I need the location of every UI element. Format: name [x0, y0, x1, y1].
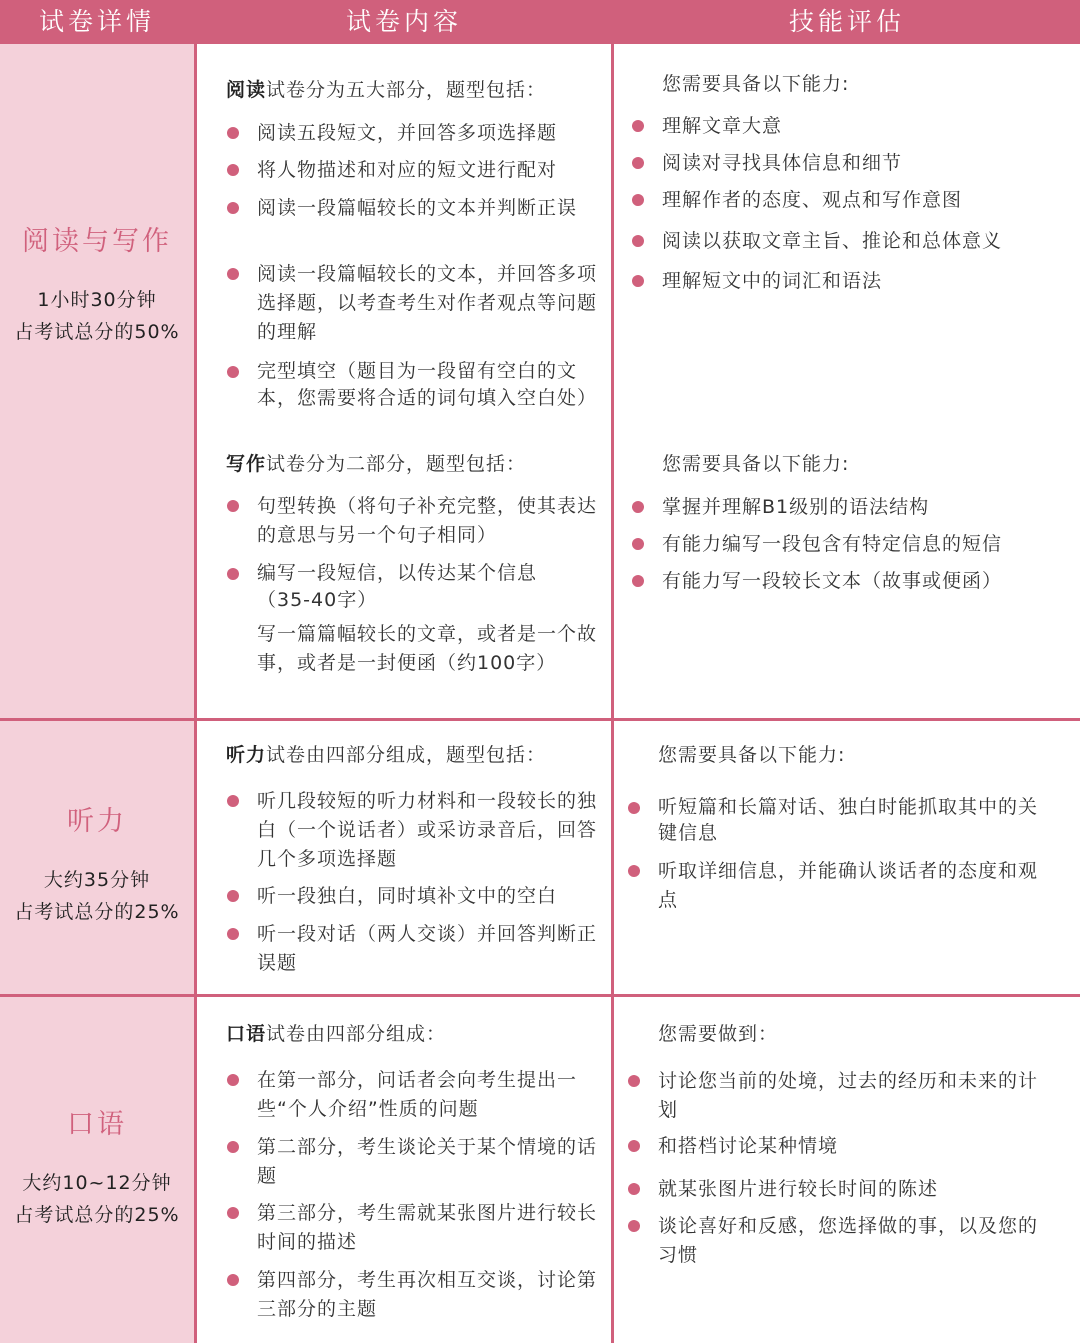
bullet-dot-icon — [227, 164, 239, 176]
reading-intro-bold: 阅读 — [226, 79, 267, 101]
bullet-dot-icon — [227, 500, 239, 512]
bullet-dot-icon — [632, 501, 644, 513]
reading-intro-text: 试卷分为五大部分，题型包括： — [266, 79, 547, 101]
bullet-dot-icon — [628, 865, 640, 877]
bullet-dot-icon — [632, 575, 644, 587]
list-item: 掌握并理解B1级别的语法结构 — [662, 493, 1062, 522]
list-item: 和搭档讨论某种情境 — [658, 1132, 1050, 1161]
speaking-skills-intro: 您需要做到： — [658, 1023, 779, 1045]
list-item: 句型转换（将句子补充完整，使其表达的意思与另一个句子相同） — [257, 492, 602, 550]
bullet-dot-icon — [628, 1183, 640, 1195]
writing-intro-text: 试卷分为二部分，题型包括： — [266, 453, 527, 475]
section-info-listening — [0, 864, 194, 928]
speaking-intro — [226, 1020, 596, 1048]
section-listening-cell — [0, 721, 194, 994]
section-reading-writing-cell — [0, 44, 194, 718]
bullet-dot-icon — [227, 1141, 239, 1153]
list-item: 编写一段短信，以传达某个信息（35-40字） — [257, 560, 587, 614]
weight: 占考试总分的50% — [14, 321, 180, 343]
duration: 大约35分钟 — [43, 869, 151, 891]
list-item: 听取详细信息，并能确认谈话者的态度和观点 — [658, 857, 1048, 915]
list-item: 第二部分，考生谈论关于某个情境的话题 — [257, 1133, 602, 1191]
list-item: 听短篇和长篇对话、独白时能抓取其中的关键信息 — [658, 794, 1038, 846]
row-divider — [0, 718, 1080, 721]
bullet-dot-icon — [632, 275, 644, 287]
list-item: 理解作者的态度、观点和写作意图 — [662, 186, 1052, 215]
list-item: 第三部分，考生需就某张图片进行较长时间的描述 — [257, 1199, 602, 1257]
section-info-speaking — [0, 1167, 194, 1231]
list-item: 阅读一段篇幅较长的文本，并回答多项选择题，以考查考生对作者观点等问题的理解 — [257, 260, 602, 347]
duration: 大约10~12分钟 — [22, 1172, 172, 1194]
section-title-listening: 听力 — [67, 806, 127, 837]
row-divider — [0, 994, 1080, 997]
list-item: 理解短文中的词汇和语法 — [662, 267, 1052, 296]
duration: 1小时30分钟 — [37, 289, 157, 311]
bullet-dot-icon — [628, 1140, 640, 1152]
bullet-dot-icon — [632, 538, 644, 550]
list-item: 有能力编写一段包含有特定信息的短信 — [662, 530, 1062, 559]
reading-intro — [226, 76, 596, 104]
list-item: 在第一部分，问话者会向考生提出一些“个人介绍”性质的问题 — [257, 1066, 602, 1124]
bullet-dot-icon — [632, 194, 644, 206]
header-skills: 技能评估 — [788, 7, 905, 36]
list-item: 听几段较短的听力材料和一段较长的独白（一个说话者）或采访录音后，回答几个多项选择题 — [257, 787, 602, 874]
bullet-dot-icon — [227, 928, 239, 940]
bullet-dot-icon — [227, 795, 239, 807]
weight: 占考试总分的25% — [14, 901, 180, 923]
list-item: 理解文章大意 — [662, 112, 1052, 141]
bullet-dot-icon — [227, 1074, 239, 1086]
list-item: 阅读一段篇幅较长的文本并判断正误 — [257, 194, 587, 223]
bullet-dot-icon — [227, 202, 239, 214]
bullet-dot-icon — [227, 1207, 239, 1219]
list-item: 讨论您当前的处境，过去的经历和未来的计划 — [658, 1067, 1050, 1125]
header-details: 试卷详情 — [38, 7, 155, 36]
bullet-dot-icon — [628, 1220, 640, 1232]
list-item: 谈论喜好和反感，您选择做的事，以及您的习惯 — [658, 1212, 1050, 1270]
weight: 占考试总分的25% — [14, 1204, 180, 1226]
writing-intro — [226, 450, 596, 478]
list-item: 听一段独白，同时填补文中的空白 — [257, 882, 602, 911]
bullet-dot-icon — [227, 890, 239, 902]
section-info-reading-writing — [0, 284, 194, 348]
bullet-dot-icon — [227, 127, 239, 139]
bullet-dot-icon — [632, 120, 644, 132]
header-content: 试卷内容 — [345, 7, 462, 36]
list-item: 有能力写一段较长文本（故事或便函） — [662, 567, 1062, 596]
list-item: 将人物描述和对应的短文进行配对 — [257, 156, 602, 185]
column-divider — [194, 0, 197, 1343]
writing-extra-item: 写一篇篇幅较长的文章，或者是一个故事，或者是一封便函（约100字） — [257, 623, 598, 674]
list-item: 完型填空（题目为一段留有空白的文本，您需要将合适的词句填入空白处） — [257, 358, 602, 412]
bullet-dot-icon — [628, 1075, 640, 1087]
section-title-speaking: 口语 — [67, 1109, 127, 1140]
list-item: 阅读以获取文章主旨、推论和总体意义 — [662, 227, 1062, 256]
speaking-intro-text: 试卷由四部分组成： — [266, 1023, 447, 1045]
list-item: 听一段对话（两人交谈）并回答判断正误题 — [257, 920, 602, 978]
list-item: 阅读五段短文，并回答多项选择题 — [257, 119, 602, 148]
bullet-dot-icon — [227, 1274, 239, 1286]
section-title-reading-writing: 阅读与写作 — [22, 226, 172, 257]
writing-skills-intro: 您需要具备以下能力: — [662, 453, 850, 475]
reading-skills-intro: 您需要具备以下能力: — [662, 73, 850, 95]
bullet-dot-icon — [227, 268, 239, 280]
list-item: 就某张图片进行较长时间的陈述 — [658, 1175, 1050, 1204]
bullet-dot-icon — [227, 366, 239, 378]
listening-intro-text: 试卷由四部分组成，题型包括： — [266, 744, 547, 766]
listening-intro-bold: 听力 — [226, 744, 267, 766]
listening-intro — [226, 741, 596, 769]
speaking-intro-bold: 口语 — [226, 1023, 267, 1045]
bullet-dot-icon — [628, 802, 640, 814]
section-speaking-cell — [0, 997, 194, 1343]
column-divider — [611, 0, 614, 1343]
bullet-dot-icon — [632, 157, 644, 169]
listening-skills-intro: 您需要具备以下能力: — [658, 744, 846, 766]
bullet-dot-icon — [227, 568, 239, 580]
writing-intro-bold: 写作 — [226, 453, 267, 475]
table-header — [0, 0, 1080, 44]
list-item: 第四部分，考生再次相互交谈，讨论第三部分的主题 — [257, 1266, 602, 1324]
list-item: 阅读对寻找具体信息和细节 — [662, 149, 1052, 178]
bullet-dot-icon — [632, 235, 644, 247]
